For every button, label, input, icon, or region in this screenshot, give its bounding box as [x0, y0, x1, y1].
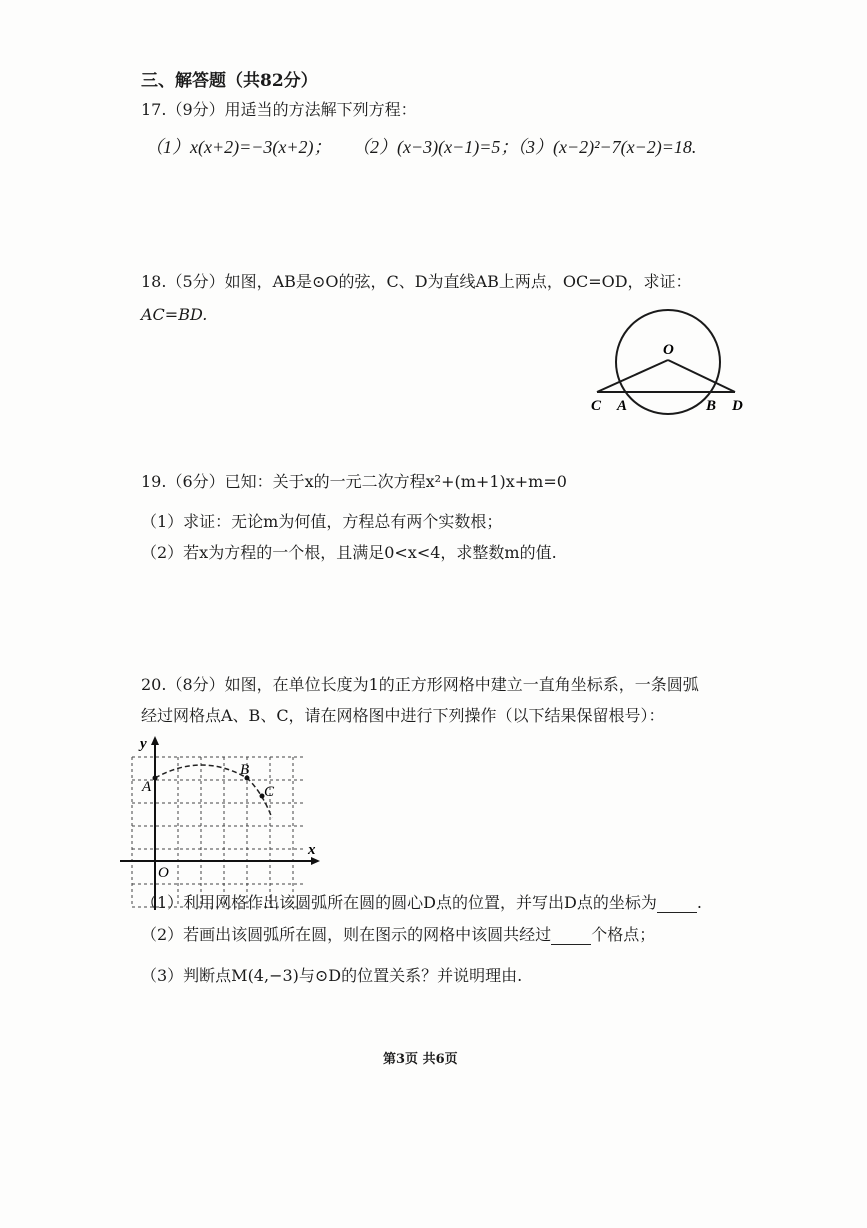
y-axis-arrow [151, 736, 159, 745]
label-x: x [308, 842, 316, 858]
page-footer: 第3页 共6页 [383, 1052, 458, 1067]
label-d: D [732, 398, 743, 414]
q17-equation-2: （2）(x−3)(x−1)=5； [352, 137, 519, 157]
label-a: A [142, 779, 152, 795]
q18-conclusion: AC=BD. [141, 305, 208, 324]
q18-stem: 18.（5分）如图，AB是⊙O的弦，C、D为直线AB上两点，OC=OD，求证： [141, 272, 692, 291]
q20-part-2 [141, 925, 655, 945]
label-b: B [240, 762, 250, 778]
point-a [153, 776, 158, 781]
q20-part-1-text: （1）利用网格作出该圆弧所在圆的圆心D点的位置，并写出D点的坐标为 [141, 893, 657, 912]
q20-answer-blank-1 [657, 912, 697, 913]
q17-equation-1: （1）x(x+2)=−3(x+2)； [145, 137, 332, 157]
label-y: y [140, 736, 147, 752]
q20-part-2-tail: 个格点； [591, 925, 656, 944]
x-axis-arrow [311, 857, 320, 865]
q20-part-1: （1）利用网格作出该圆弧所在圆的圆心D点的位置，并写出D点的坐标为 . [141, 893, 702, 912]
label-c: C [264, 784, 275, 800]
label-o: O [663, 342, 674, 358]
q20-part-2-text: （2）若画出该圆弧所在圆，则在图示的网格中该圆共经过 [141, 925, 552, 944]
arc-abc [155, 765, 272, 818]
coordinate-grid-figure [110, 730, 325, 915]
segment-od [668, 360, 735, 392]
q17-stem: 17.（9分）用适当的方法解下列方程： [141, 100, 417, 119]
q20-part-3: （3）判断点M(4,−3)与⊙D的位置关系？并说明理由. [141, 966, 523, 985]
grid-lines [132, 757, 305, 907]
q19-stem: 19.（6分）已知：关于x的一元二次方程x²+(m+1)x+m=0 [141, 472, 567, 491]
circle-chord-figure [585, 300, 755, 420]
q19-part-1: （1）求证：无论m为何值，方程总有两个实数根； [141, 512, 503, 531]
q19-part-2: （2）若x为方程的一个根，且满足0<x<4，求整数m的值. [141, 543, 557, 562]
section-title: 三、解答题（共82分） [141, 71, 318, 91]
q17-equation-3: （3）(x−2)²−7(x−2)=18. [508, 137, 697, 157]
q20-stem-line-1: 20.（8分）如图，在单位长度为1的正方形网格中建立一直角坐标系，一条圆弧 [141, 675, 699, 694]
circle-o [616, 310, 720, 414]
label-c: C [591, 398, 602, 414]
label-b: B [706, 398, 717, 414]
q20-stem-line-2: 经过网格点A、B、C，请在网格图中进行下列操作（以下结果保留根号）： [141, 706, 665, 725]
segment-oc [597, 360, 668, 392]
q20-answer-blank-2 [551, 944, 591, 945]
label-origin: O [158, 865, 169, 881]
label-a: A [617, 398, 628, 414]
